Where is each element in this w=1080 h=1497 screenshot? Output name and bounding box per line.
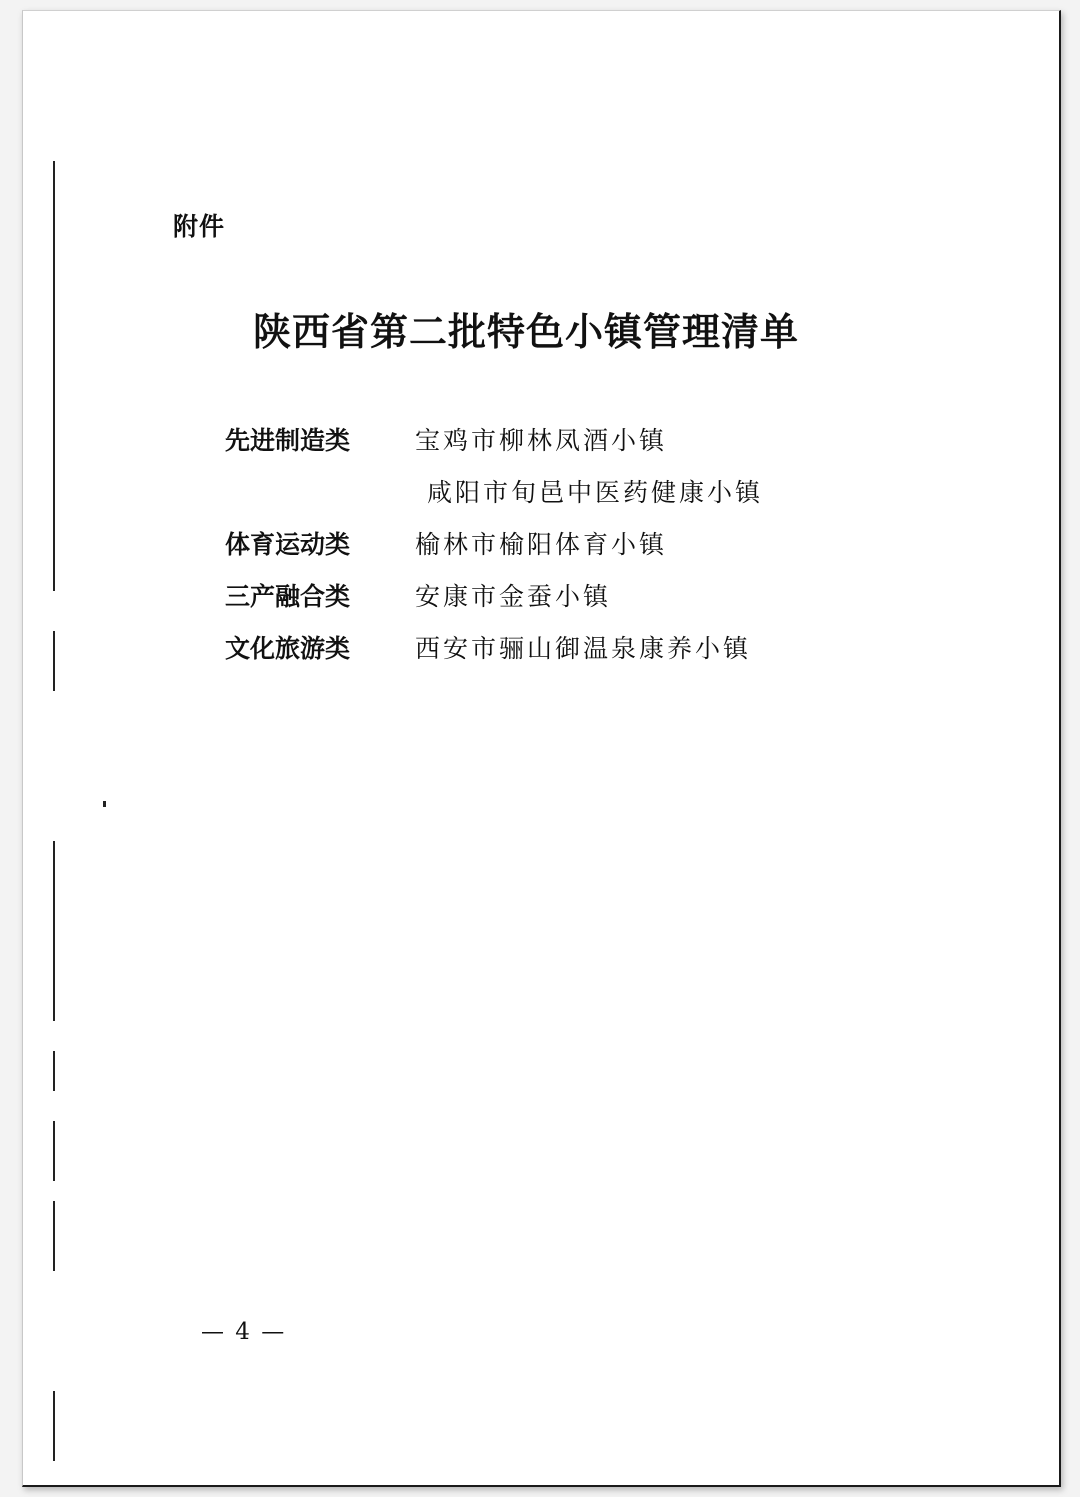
attachment-label: 附件 [173,212,226,241]
list-item [225,621,763,673]
scan-edge-mark [53,1121,55,1181]
town-name: 咸阳市旬邑中医药健康小镇 [427,478,764,507]
scan-edge-mark [53,841,55,1021]
category-label: 三产融合类 [225,582,351,611]
town-list [225,413,763,673]
scan-edge-mark [53,1391,55,1461]
town-name: 宝鸡市柳林凤酒小镇 [415,426,668,455]
list-item [225,465,763,517]
page-number: — 4 — [201,1319,287,1345]
scan-edge-mark [53,631,55,691]
document-page [22,10,1061,1487]
list-item [225,569,763,621]
town-name: 西安市骊山御温泉康养小镇 [415,634,752,663]
category-label: 文化旅游类 [225,634,351,663]
town-name: 榆林市榆阳体育小镇 [415,530,668,559]
scan-edge-mark [53,1201,55,1271]
scan-speck [103,801,106,807]
list-item [225,517,763,569]
scan-edge-mark [53,161,55,591]
list-item [225,413,763,465]
category-label: 体育运动类 [225,530,351,559]
scan-edge-mark [53,1051,55,1091]
town-name: 安康市金蚕小镇 [415,582,612,611]
document-title: 陕西省第二批特色小镇管理清单 [252,309,799,354]
category-label: 先进制造类 [225,426,351,455]
